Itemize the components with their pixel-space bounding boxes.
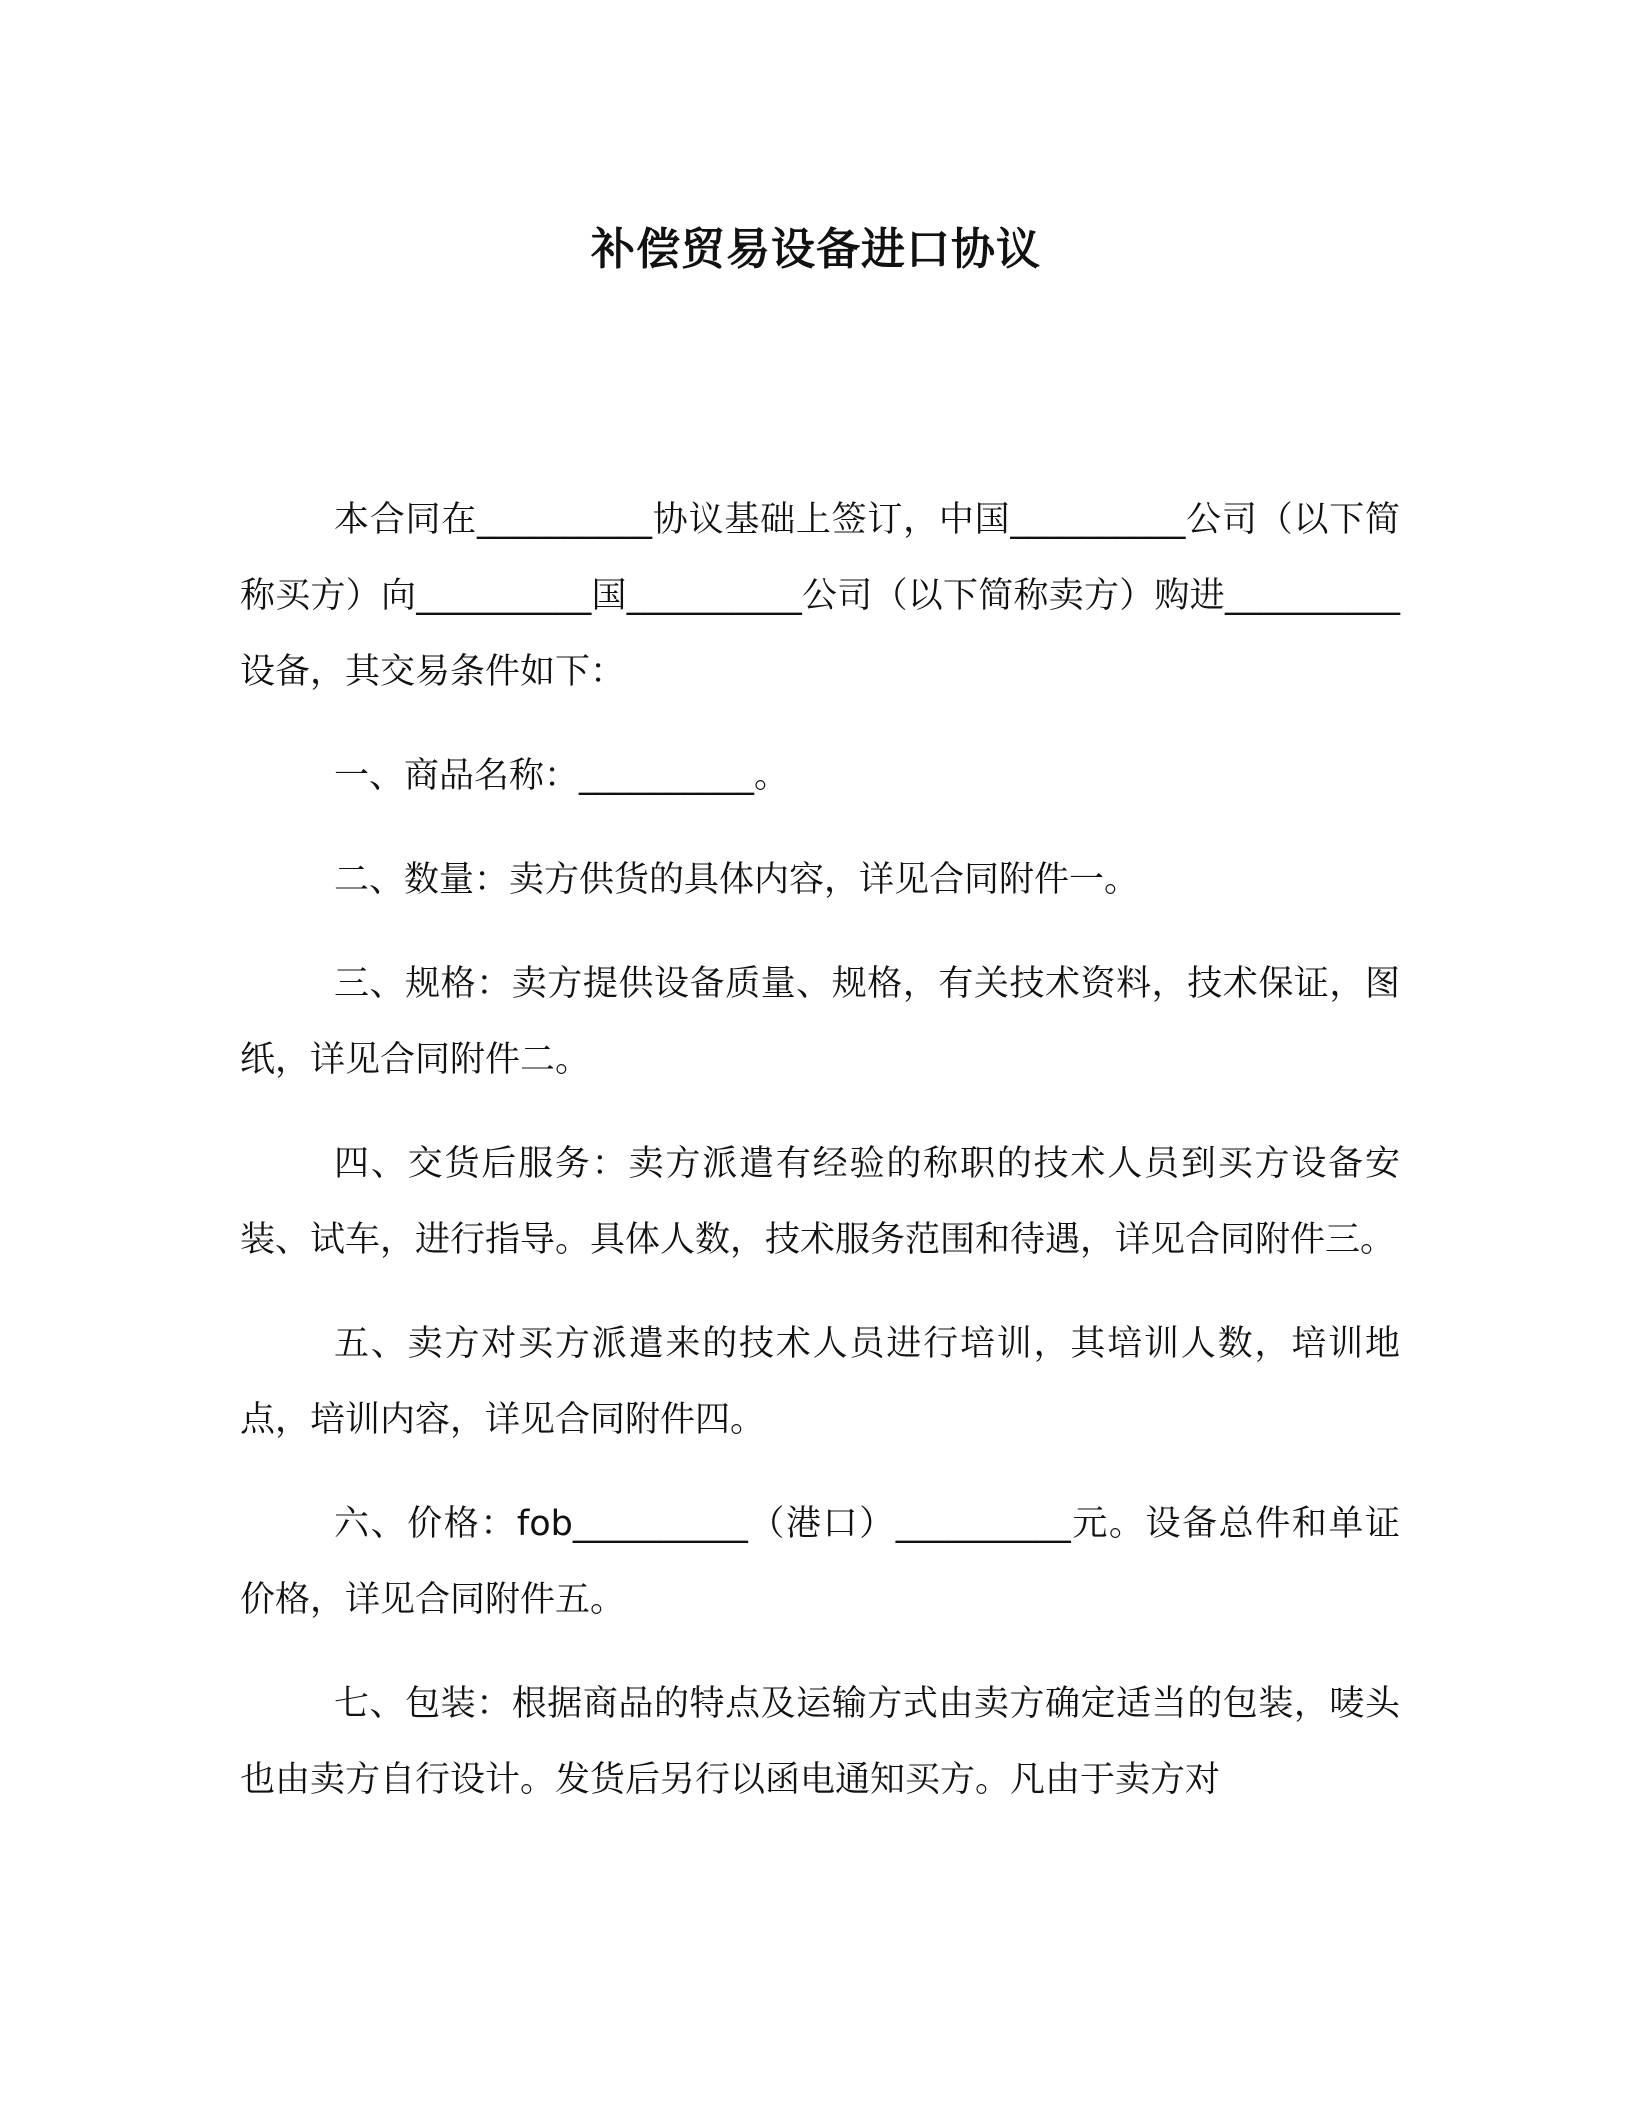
paragraph-clause-2-quantity: 二、数量：卖方供货的具体内容，详见合同附件一。 [334,860,1140,900]
paragraph-clause-4-after-delivery-service: 四、交货后服务：卖方派遣有经验的称职的技术人员到买方设备安装、试车，进行指导。具体人数，技术服务范围和待遇，详见合同附件三。 [240,1144,1400,1260]
paragraph-clause-3-specification: 三、规格：卖方提供设备质量、规格，有关技术资料，技术保证，图纸，详见合同附件二。 [240,964,1400,1080]
paragraph-clause-5-training: 五、卖方对买方派遣来的技术人员进行培训，其培训人数，培训地点，培训内容，详见合同附件四。 [240,1324,1400,1440]
paragraph-clause-7-packing: 七、包装：根据商品的特点及运输方式由卖方确定适当的包装，唛头也由卖方自行设计。发货后另行以函电通知买方。凡由于卖方对 [240,1684,1400,1800]
document-body [240,482,1400,1846]
paragraph-preamble: 本合同在__________协议基础上签订，中国__________公司（以下简称买方）向__________国__________公司（以下简称卖方）购进__________设备，其交易条件如下： [240,500,1400,692]
paragraph-clause-1-product-name: 一、商品名称：__________。 [334,756,790,796]
document-title: 补偿贸易设备进口协议 [591,224,1041,275]
paragraph-clause-6-price: 六、价格：fob__________（港口）__________元。设备总件和单证价格，详见合同附件五。 [240,1504,1400,1620]
